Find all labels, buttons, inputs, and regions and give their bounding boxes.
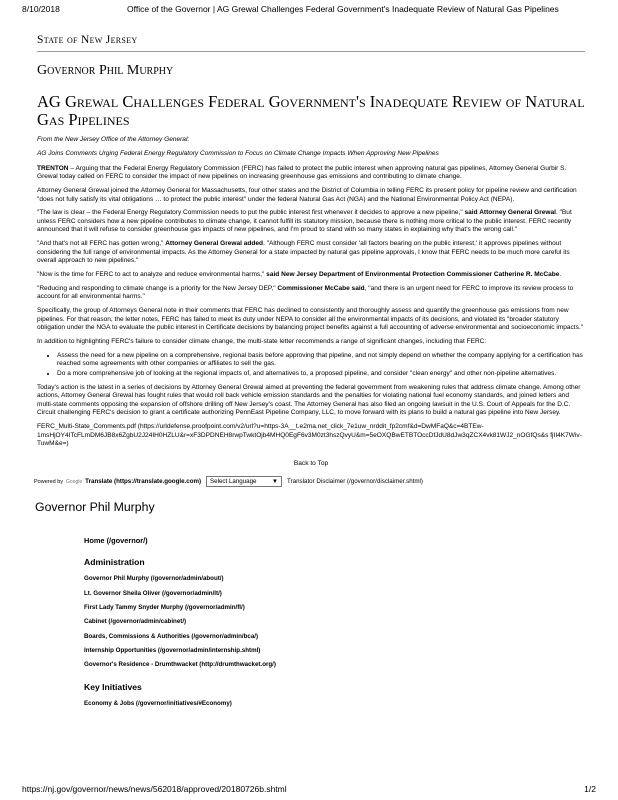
language-select-value: Select Language <box>210 478 257 486</box>
nav-link-drumthwacket[interactable]: Governor's Residence - Drumthwacket (http://drumthwacket.org/) <box>84 661 276 669</box>
paragraph-2: Attorney General Grewal joined the Attorney General for Massachusetts, four other states and the District of Columbia in telling FERC its present policy for pipeline review and certification "does not fully satisfy its vital obligations … to protect the public interest" under the federal Natural Gas Act (NGA) and the National Environmental Policy Act (NEPA). <box>37 187 577 203</box>
nav-link-boards[interactable]: Boards, Commissions & Authorities (/governor/admin/bca/) <box>84 632 259 640</box>
translate-bar <box>34 476 585 487</box>
recommendations-list <box>37 352 585 379</box>
article-subhead: AG Joins Comments Urging Federal Energy Regulatory Commission to Focus on Climate Change Impacts When Approving New Pipelines <box>37 150 439 158</box>
paragraph-5: "Now is the time for FERC to act to analyze and reduce environmental harms," said New Jersey Department of Environmental Protection Commissioner Catherine R. McCabe. <box>37 270 562 278</box>
nav-link-governor[interactable]: Governor Phil Murphy (/governor/admin/about/) <box>84 575 224 583</box>
header-divider <box>37 51 585 52</box>
paragraph-8: In addition to highlighting FERC's failure to consider climate change, the multi-state letter recommends a range of significant changes, including that FERC: <box>37 337 487 345</box>
article-body <box>37 136 585 448</box>
translator-disclaimer-link[interactable]: Translator Disclaimer (/governor/disclaimer.shtml) <box>287 478 423 486</box>
print-footer <box>22 784 596 794</box>
dropdown-arrow-icon: ▼ <box>271 478 279 486</box>
nav-section-administration: Administration <box>84 557 145 568</box>
paragraph-6: "Reducing and responding to climate change is a priority for the New Jersey DEP," Commissioner McCabe said, "and there is an urgent need for FERC to improve its review process to account for all environmental harms." <box>37 284 574 301</box>
print-header <box>22 4 596 18</box>
list-item: • Do a more comprehensive job of looking at the regional impacts of, and alternatives to, a proposed pipeline, and consider "clean energy" and other non-pipeline alternatives. <box>57 370 585 379</box>
nav-home-link[interactable]: Home (/governor/) <box>84 536 148 546</box>
article-headline: AG Grewal Challenges Federal Government's Inadequate Review of Natural Gas Pipelines <box>37 92 585 129</box>
page-content <box>34 30 585 714</box>
nav-link-lt-governor[interactable]: Lt. Governor Sheila Oliver (/governor/admin/lt/) <box>84 589 222 597</box>
language-select[interactable] <box>206 476 282 487</box>
print-url: https://nj.gov/governor/news/news/562018/approved/20180726b.shtml <box>22 784 287 794</box>
paragraph-4: "And that's not all FERC has gotten wrong," Attorney General Grewal added. "Although FERC must consider 'all factors bearing on the public interest,' it approves pipelines without considering the full range of environmental impacts. As the Attorney General for a state impacted by natural gas pipeline approvals, I know that FERC needs to be much more careful its overall approach to new pipelines." <box>37 240 570 264</box>
state-label: State of New Jersey <box>37 34 138 46</box>
paragraph-9: Today's action is the latest in a series of decisions by Attorney General Grewal aimed at preventing the federal government from weakening rules that address climate change. Among other actions, Attorney General Grewal has fought rules that would roll back vehicle emission standards and the penalties for violating national fuel economy standards, and joined letters and multi-state comments opposing the expansion of offshore drilling off New Jersey's coast. The Attorney General has also filed an ongoing lawsuit in the U.S. Court of Appeals for the D.C. Circuit challenging FERC's decision to grant a certificate authorizing PennEast Pipeline Company, LLC, to move forward with its plans to build a natural gas pipeline into New Jersey. <box>37 384 581 417</box>
google-translate-link[interactable]: Translate (https://translate.google.com) <box>85 478 202 486</box>
print-date: 8/10/2018 <box>22 4 60 14</box>
list-item: • Assess the need for a new pipeline on a comprehensive, regional basis before approving that pipeline, and not simply depend on whether the company applying for a certification has reached some agreements with other companies or affiliates to sell the gas. <box>57 352 585 369</box>
paragraph-3: "The law is clear – the Federal Energy Regulatory Commission needs to put the public interest first whenever it decides to approve a new pipeline," said Attorney General Grewal. "But unless FERC considers how a new pipeline contributes to climate change, it cannot fulfill its statutory mission, because there is nothing more critical to the public interest. FERC recently announced that it will refuse to consider greenhouse gas impacts of new pipelines, and I'm proud to stand with so many states in explaining why that's the wrong call." <box>37 209 572 234</box>
nav-link-cabinet[interactable]: Cabinet (/governor/admin/cabinet/) <box>84 618 187 626</box>
footer-nav <box>84 536 585 708</box>
print-page-number: 1/2 <box>584 784 596 794</box>
back-to-top-link[interactable]: Back to Top <box>293 460 329 468</box>
nav-link-internship[interactable]: Internship Opportunities (/governor/admin/internship.shtml) <box>84 646 261 654</box>
governor-logo-text[interactable]: Governor Phil Murphy <box>37 63 174 78</box>
nav-link-economy-jobs[interactable]: Economy & Jobs (/governor/initiatives/#Economy) <box>84 700 232 708</box>
paragraph-7: Specifically, the group of Attorneys General note in their comments that FERC has declined to consistently and thoroughly assess and quantify the greenhouse gas emissions from new pipelines. For that reason, the letter notes, FERC has failed to meet its duty under NEPA to consider all the environmental impacts of its decisions, and violated its "broader statutory obligation under the NGA to evaluate the public interest in Certificate decisions by balancing project benefits against a full accounting of adverse environmental and socioeconomic impacts." <box>37 307 584 331</box>
nav-section-key-initiatives: Key Initiatives <box>84 682 142 693</box>
dateline: TRENTON <box>37 164 69 172</box>
pdf-link[interactable]: FERC_Multi-State_Comments.pdf (https://urldefense.proofpoint.com/v2/url?u=https-3A__t.e2ma.net_click_7e1uw_nrddit_fp2cmf&d=DwMFaQ&c=4BTEw-1msHjOY4ITcFLmDM6JB8x6ZgbU2J24IH0HZLU&r=xF3DPDNEH8rwpTwktOjb4MHQ0EgF6v3M0zt3hszQvyU&m=5eOXQBwETBTOccDfJdU8dJw3qZCX4vk81WJ2_nOGfQs&s fjII4K7Wiv-TuwM&e=) <box>37 423 582 447</box>
google-logo-icon: Google <box>66 478 83 485</box>
powered-by-label: Powered by <box>34 478 64 485</box>
footer-governor-title: Governor Phil Murphy <box>35 500 155 515</box>
print-title: Office of the Governor | AG Grewal Challenges Federal Government's Inadequate Review of Natural Gas Pipelines <box>127 4 559 14</box>
paragraph-1: TRENTON – Arguing that the Federal Energy Regulatory Commission (FERC) has failed to protect the public interest when approving natural gas pipelines, Attorney General Gurbir S. Grewal today called on FERC to consider the impact of new pipelines on increasing greenhouse gas emissions and contributing to climate change. <box>37 164 567 181</box>
nav-link-first-lady[interactable]: First Lady Tammy Snyder Murphy (/governor/admin/fl/) <box>84 603 245 611</box>
article-source: From the New Jersey Office of the Attorney General: <box>37 136 190 143</box>
